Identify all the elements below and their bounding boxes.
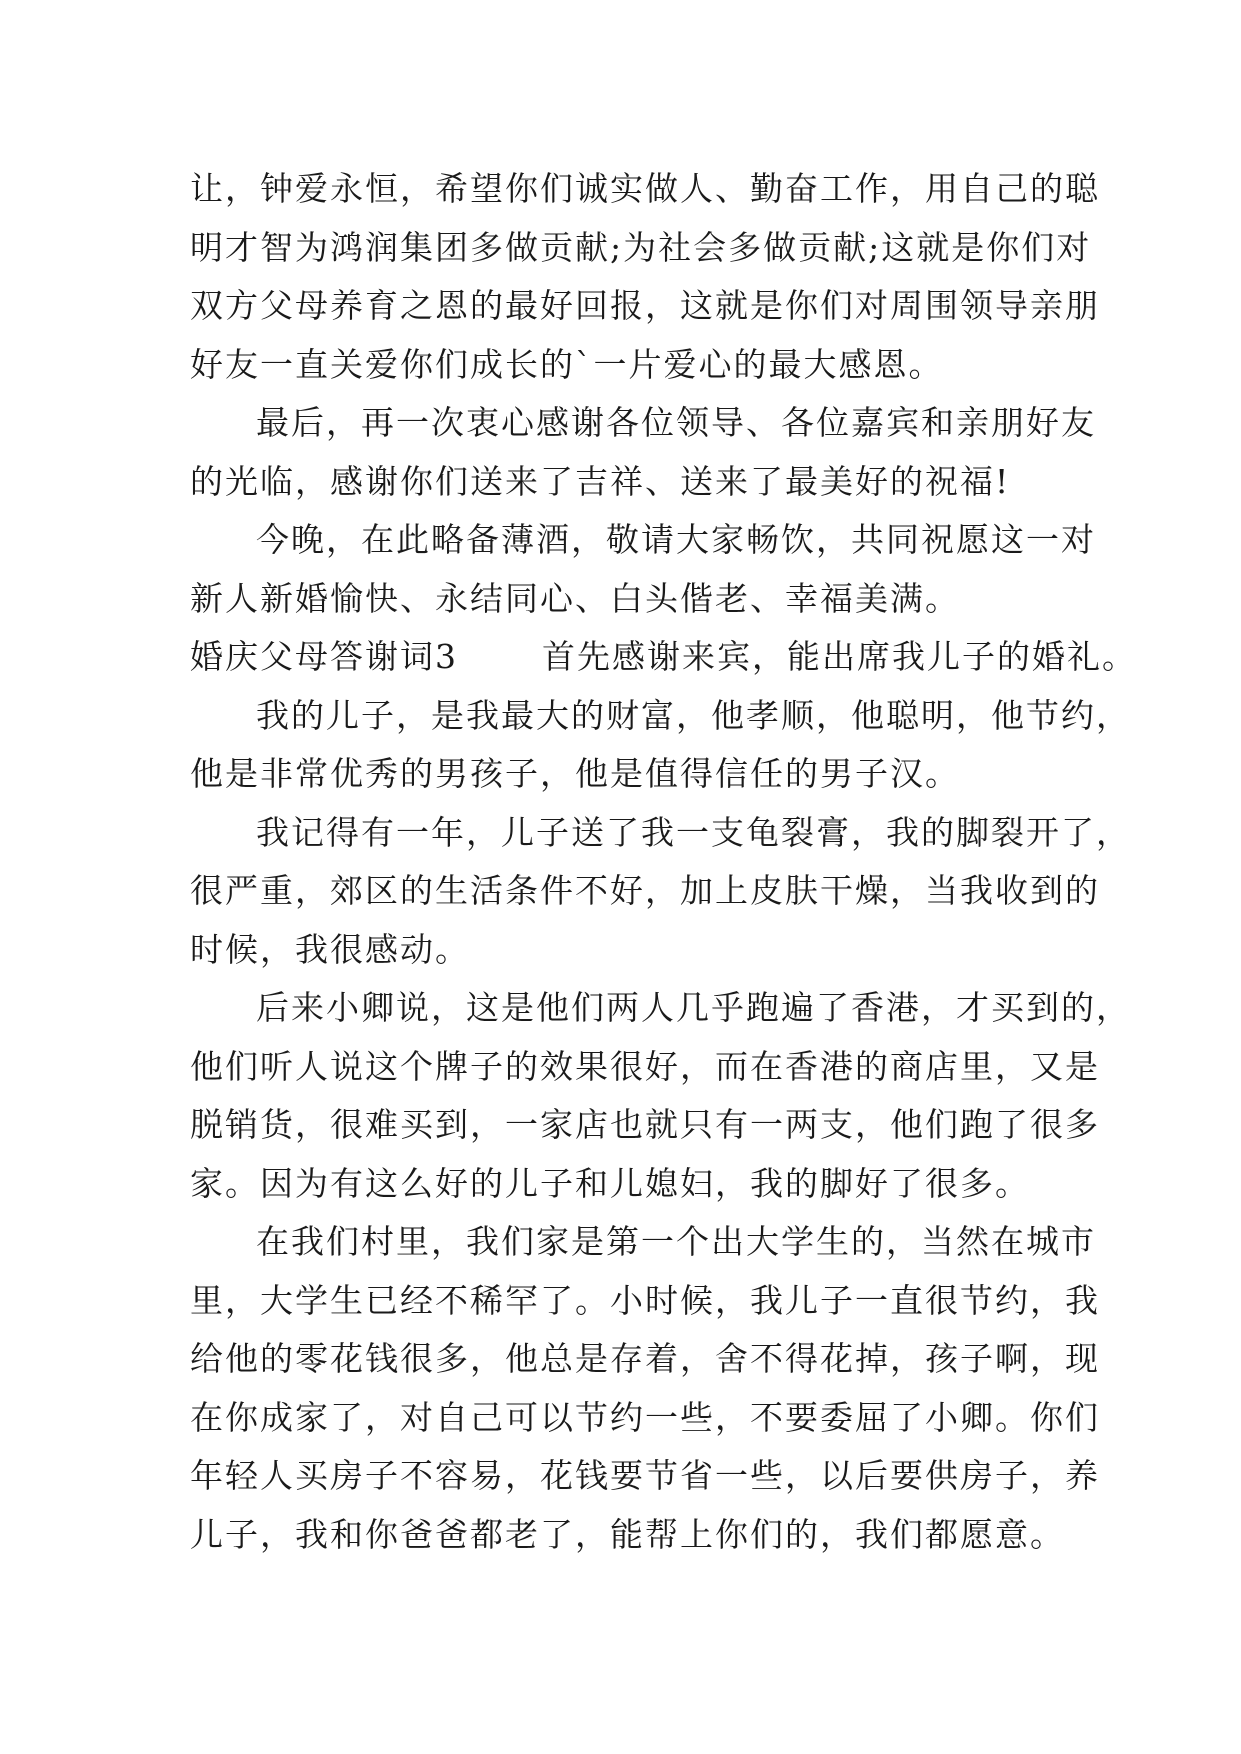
section-title: 婚庆父母答谢词3	[190, 637, 458, 676]
text-line: 在你成家了，对自己可以节约一些，不要委屈了小卿。你们	[190, 1397, 1100, 1437]
section-first-sentence: 首先感谢来宾，能出席我儿子的婚礼。	[542, 637, 1137, 676]
text-line: 脱销货，很难买到，一家店也就只有一两支，他们跑了很多	[190, 1105, 1100, 1144]
text-line: 后来小卿说，这是他们两人几乎跑遍了香港，才买到的，	[256, 988, 1131, 1027]
text-line: 新人新婚愉快、永结同心、白头偕老、幸福美满。	[190, 578, 960, 618]
text-line: 今晚，在此略备薄酒，敬请大家畅饮，共同祝愿这一对	[256, 520, 1096, 559]
text-line: 家。因为有这么好的儿子和儿媳妇，我的脚好了很多。	[190, 1163, 1030, 1203]
text-line: 很严重，郊区的生活条件不好，加上皮肤干燥，当我收到的	[190, 871, 1100, 910]
document-page	[190, 160, 1137, 1564]
section-heading	[190, 628, 1137, 687]
text-line: 他是非常优秀的男孩子，他是值得信任的男子汉。	[190, 754, 960, 793]
text-line: 里，大学生已经不稀罕了。小时候，我儿子一直很节约，我	[190, 1280, 1100, 1320]
body-text-block-1	[190, 160, 1100, 628]
text-line: 好友一直关爱你们成长的`一片爱心的最大感恩。	[190, 344, 944, 384]
text-line: 让，钟爱永恒，希望你们诚实做人、勤奋工作，用自己的聪	[190, 169, 1100, 208]
text-line: 我的儿子，是我最大的财富，他孝顺，他聪明，他节约，	[256, 695, 1131, 735]
text-line: 年轻人买房子不容易，花钱要节省一些，以后要供房子，养	[190, 1456, 1100, 1495]
text-line: 的光临，感谢你们送来了吉祥、送来了最美好的祝福!	[190, 461, 1011, 501]
text-line: 给他的零花钱很多，他总是存着，舍不得花掉，孩子啊，现	[190, 1339, 1100, 1378]
text-line: 双方父母养育之恩的最好回报，这就是你们对周围领导亲朋	[190, 286, 1100, 325]
text-line: 他们听人说这个牌子的效果很好，而在香港的商店里，又是	[190, 1046, 1100, 1086]
text-line: 最后，再一次衷心感谢各位领导、各位嘉宾和亲朋好友	[256, 403, 1096, 442]
text-line: 在我们村里，我们家是第一个出大学生的，当然在城市	[256, 1222, 1096, 1261]
text-line: 我记得有一年，儿子送了我一支龟裂膏，我的脚裂开了，	[256, 812, 1131, 852]
text-line: 明才智为鸿润集团多做贡献;为社会多做贡献;这就是你们对	[190, 227, 1092, 267]
text-line: 儿子，我和你爸爸都老了，能帮上你们的，我们都愿意。	[190, 1514, 1065, 1554]
body-text-block-2	[190, 687, 1131, 1565]
text-line: 时候，我很感动。	[190, 929, 470, 969]
